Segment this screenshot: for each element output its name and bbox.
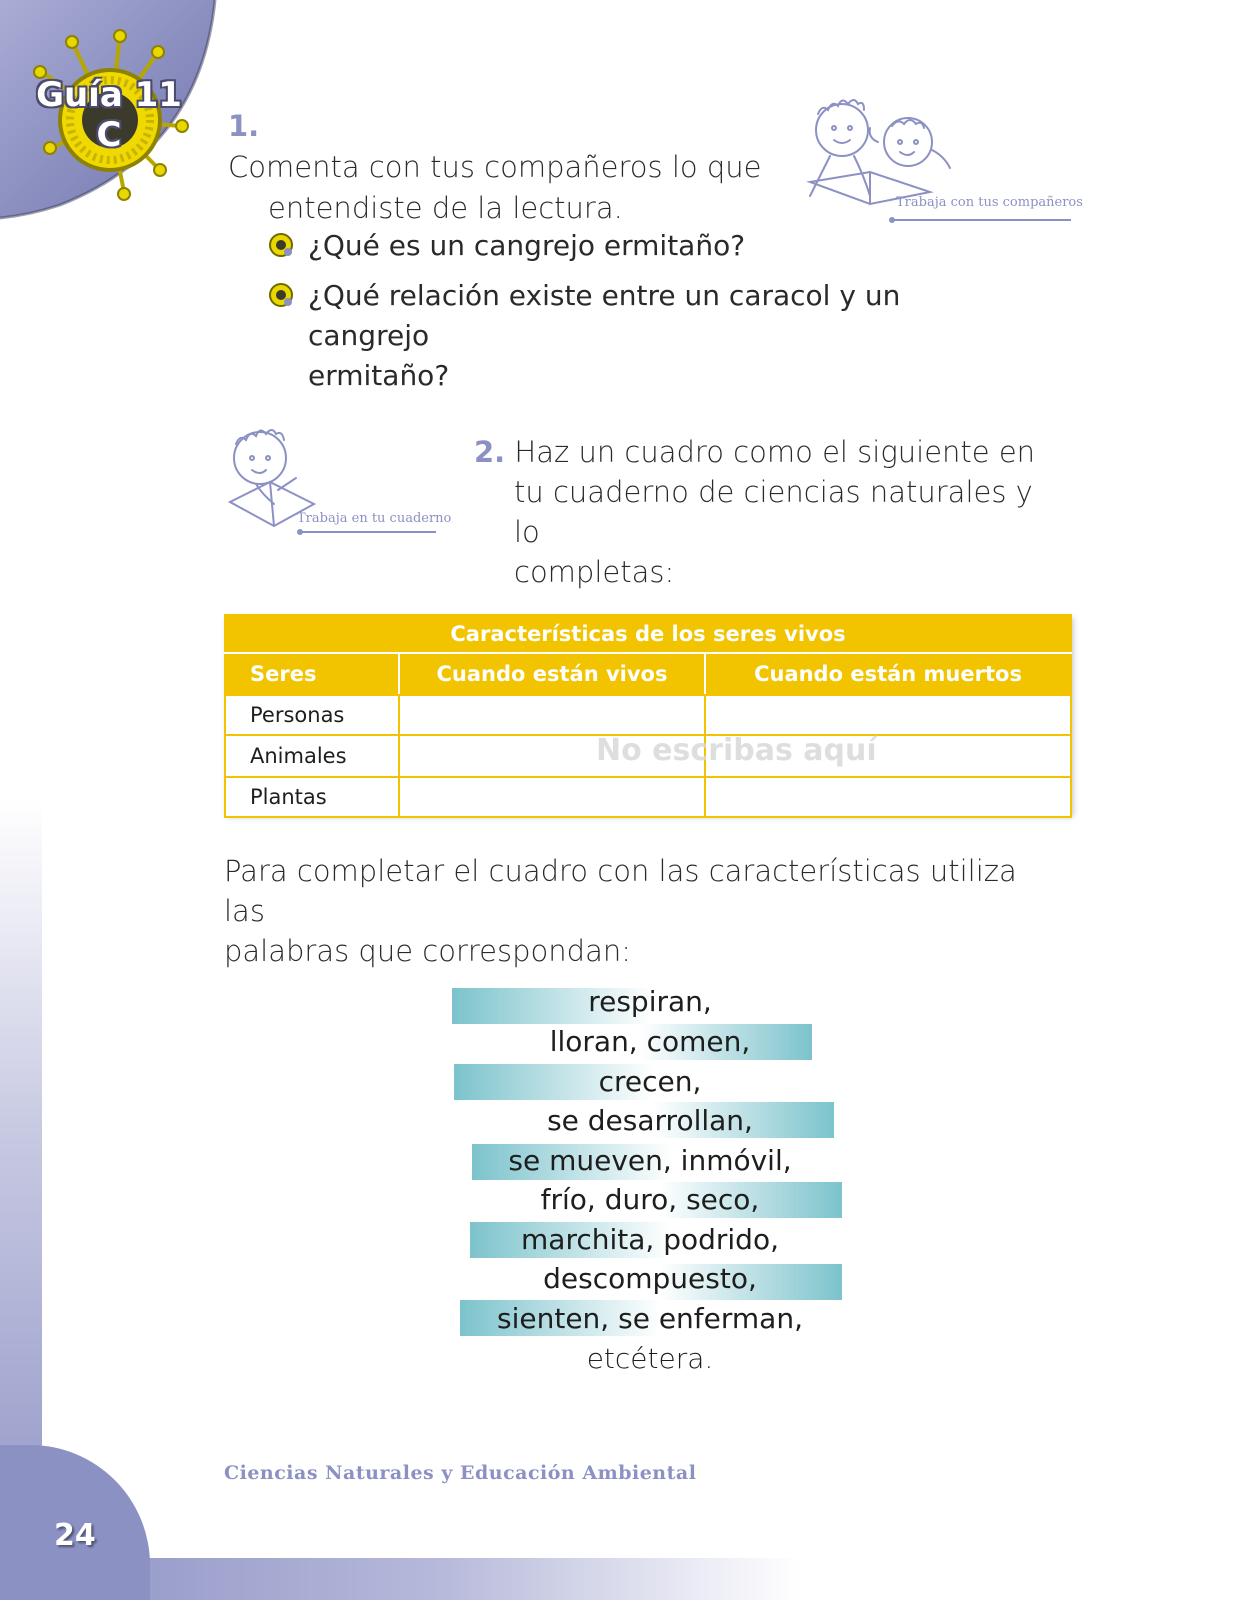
row-label: Plantas [225, 777, 399, 817]
table-cell [399, 695, 705, 735]
illustration-caption-2: Trabaja en tu cuaderno [297, 511, 452, 526]
bullet-text-continuation: ermitaño? [308, 359, 450, 392]
question-2-text-line1: Haz un cuadro como el siguiente en [514, 435, 1036, 469]
characteristics-table [224, 614, 1070, 813]
word-item: respiran, [588, 985, 712, 1018]
word-item: frío, duro, seco, [540, 1183, 760, 1216]
instruction-line1: Para completar el cuadro con las características utiliza las [224, 854, 1017, 928]
table-cell [399, 777, 705, 817]
word-item: descompuesto, [543, 1262, 757, 1295]
word-list [440, 982, 860, 1382]
question-2-text-line2: tu cuaderno de ciencias naturales y lo [514, 475, 1033, 549]
word-item: marchita, podrido, [521, 1223, 779, 1256]
column-header-alive: Cuando están vivos [399, 653, 705, 695]
row-label: Personas [225, 695, 399, 735]
word-item: lloran, comen, [549, 1025, 751, 1058]
question-1-bullets [268, 226, 1028, 396]
table-title: Características de los seres vivos [225, 615, 1071, 653]
question-1-text-line1: Comenta con tus compañeros lo que [228, 150, 762, 184]
bullet-icon [268, 232, 294, 258]
table-row [225, 777, 1071, 817]
watermark: No escribas aquí [596, 733, 877, 768]
child-writing-illustration [222, 420, 452, 545]
bullet-text: ¿Qué es un cangrejo ermitaño? [308, 229, 746, 262]
instruction-line2: palabras que correspondan: [224, 934, 631, 968]
column-header-beings: Seres [225, 653, 399, 695]
word-item: se mueven, inmóvil, [508, 1144, 792, 1177]
word-item: crecen, [598, 1065, 702, 1098]
question-1 [228, 106, 788, 229]
bullet-icon [268, 282, 294, 308]
table-row [225, 695, 1071, 735]
page-number: 24 [54, 1518, 96, 1553]
question-2-text-line3: completas: [514, 555, 675, 589]
subject-title: Ciencias Naturales y Educación Ambiental [224, 1462, 697, 1484]
guide-label: Guía 11 C [36, 75, 182, 155]
question-2 [474, 432, 1054, 592]
question-2-number: 2. [474, 435, 506, 469]
row-label: Animales [225, 735, 399, 777]
question-1-number: 1. [228, 109, 260, 143]
word-item: etcétera. [586, 1342, 714, 1375]
table-cell [705, 695, 1071, 735]
bullet-item [268, 226, 1028, 266]
table-cell [705, 777, 1071, 817]
instruction-paragraph [224, 851, 1044, 971]
question-1-text-line2: entendiste de la lectura. [268, 191, 623, 225]
bullet-item [268, 276, 1028, 356]
column-header-dead: Cuando están muertos [705, 653, 1071, 695]
illustration-caption-1: Trabaja con tus compañeros [896, 195, 1083, 210]
bullet-text: ¿Qué relación existe entre un caracol y un cangrejo [308, 279, 901, 352]
word-item: se desarrollan, [547, 1104, 753, 1137]
word-item: sienten, se enferman, [497, 1302, 803, 1335]
